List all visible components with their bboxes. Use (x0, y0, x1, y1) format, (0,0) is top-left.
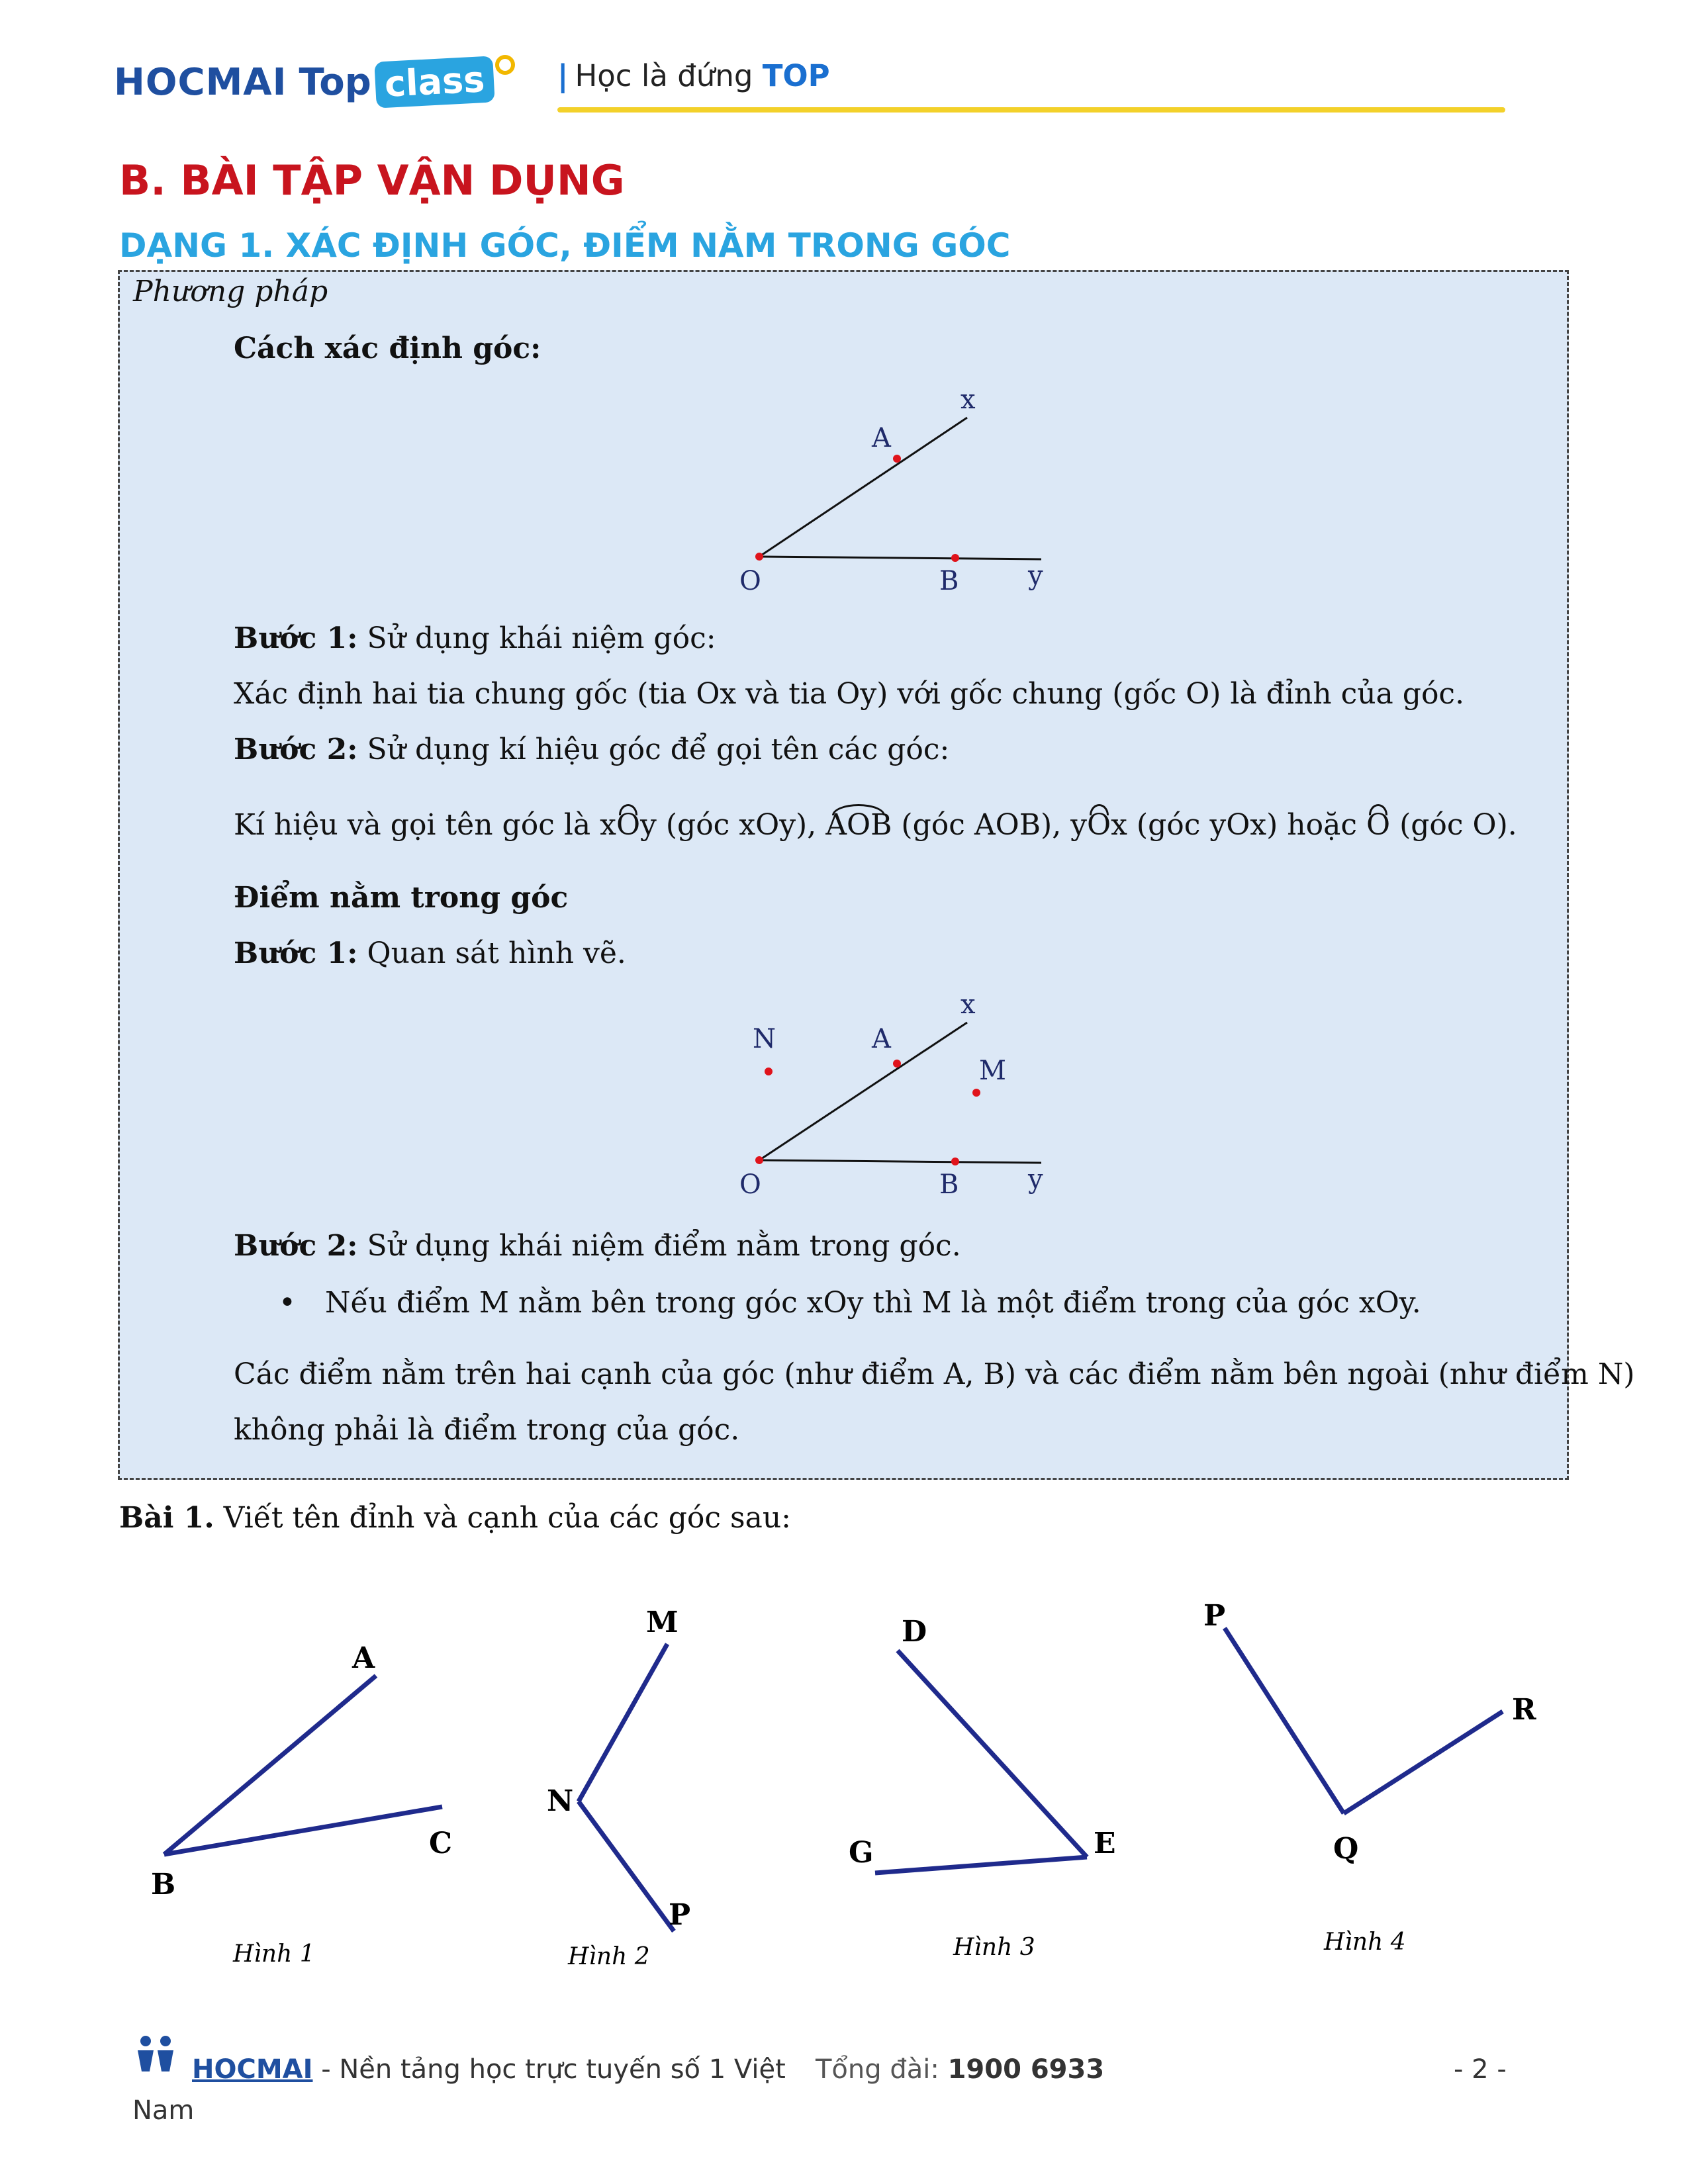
hinh4-caption: Hình 4 (1324, 1929, 1406, 1956)
angle-figure-2 (739, 989, 1043, 1200)
ray-eg (875, 1857, 1087, 1873)
bullet-point (279, 1286, 1421, 1321)
step2-label: Bước 2: (234, 733, 358, 766)
exercise-label: Bài 1. (119, 1501, 214, 1535)
hocmai-topclass-logo (114, 56, 515, 109)
hinh1-label-b: B (151, 1868, 176, 1901)
hinh2-label-p: P (669, 1898, 691, 1932)
step1-detail: Xác định hai tia chung gốc (tia Ox và tia Oy) với gốc chung (gốc O) là đỉnh của góc. (234, 677, 1465, 711)
hinh2-label-n: N (547, 1784, 574, 1818)
hinh4-label-r: R (1512, 1693, 1536, 1727)
figure-hinh-2 (547, 1606, 690, 1970)
tagline-text: Học là đứng (575, 58, 753, 93)
label-x-2: x (961, 989, 976, 1020)
heading-diem-nam-trong-goc: Điểm nằm trong góc (234, 881, 569, 915)
hinh4-label-p: P (1203, 1599, 1226, 1633)
exercise-figures (0, 1575, 1688, 1985)
para-line-2: không phải là điểm trong của góc. (234, 1413, 740, 1447)
label-o-1: O (739, 566, 761, 596)
step1-text: Sử dụng khái niệm góc: (367, 621, 716, 655)
figure-hinh-1 (151, 1641, 452, 1968)
header-divider (557, 107, 1505, 113)
label-a-2: A (872, 1024, 891, 1054)
footer-text-cont: Nam (132, 2095, 195, 2126)
hinh1-caption: Hình 1 (233, 1940, 315, 1968)
page-number: - 2 - (1454, 2054, 1507, 2085)
notation-aob: AOB (825, 808, 892, 842)
hotline-number: 1900 6933 (947, 2054, 1105, 2085)
section-title: B. BÀI TẬP VẬN DỤNG (119, 156, 625, 205)
label-y-2: y (1028, 1164, 1043, 1195)
header-tagline (557, 58, 830, 93)
step1-line (234, 621, 716, 657)
step3-text: Quan sát hình vẽ. (367, 936, 626, 970)
label-b-2: B (939, 1169, 959, 1200)
step3-line (234, 936, 626, 972)
ray-bc (164, 1807, 442, 1854)
notation-mid: (góc AOB), y (901, 808, 1088, 842)
step1-label: Bước 1: (234, 621, 358, 655)
angle-figure-1 (739, 385, 1043, 596)
step2-line (234, 733, 949, 768)
notation-prefix: Kí hiệu và gọi tên góc là x (234, 808, 616, 842)
notation-o2: O (1087, 808, 1111, 842)
ray-ba (164, 1676, 376, 1854)
point-n (765, 1068, 773, 1075)
hocmai-footer-icon (132, 2032, 179, 2078)
footer-brand-link[interactable]: HOCMAI (192, 2054, 313, 2085)
label-a-1: A (872, 423, 891, 453)
notation-y1: y (góc xOy), (640, 808, 817, 842)
ray-ox-2 (759, 1023, 967, 1160)
hinh2-label-m: M (646, 1606, 679, 1639)
label-n: N (753, 1024, 776, 1054)
exercise-line (119, 1501, 791, 1536)
heading-cach-xac-dinh-goc: Cách xác định góc: (234, 332, 541, 365)
step4-text: Sử dụng khái niệm điểm nằm trong góc. (367, 1229, 961, 1263)
label-x-1: x (961, 385, 976, 415)
point-b-2 (951, 1158, 959, 1165)
point-o-1 (755, 553, 763, 561)
exercise-text: Viết tên đỉnh và cạnh của các góc sau: (223, 1501, 792, 1535)
ray-nm (579, 1644, 667, 1801)
notation-line (234, 808, 1517, 843)
ray-oy-2 (759, 1160, 1041, 1163)
ray-ox-1 (759, 418, 967, 557)
method-box (118, 270, 1635, 1480)
point-a-2 (893, 1060, 901, 1068)
notation-x2: x (góc yOx) hoặc (1111, 808, 1357, 842)
logo-top-text: Top (299, 60, 371, 104)
notation-end: (góc O). (1399, 808, 1517, 842)
point-a-1 (893, 455, 901, 463)
hotline-label: Tổng đài: (816, 2054, 939, 2085)
label-m: M (979, 1056, 1006, 1086)
hinh3-label-e: E (1094, 1827, 1116, 1860)
tagline-top: TOP (762, 58, 830, 93)
notation-o1: O (616, 808, 641, 842)
hinh3-label-d: D (902, 1615, 927, 1649)
figure-hinh-3 (849, 1615, 1116, 1961)
label-b-1: B (939, 566, 959, 596)
label-o-2: O (739, 1169, 761, 1200)
hinh1-label-a: A (352, 1641, 375, 1675)
dang-heading: DẠNG 1. XÁC ĐỊNH GÓC, ĐIỂM NẰM TRONG GÓC (119, 226, 1011, 265)
step3-label: Bước 1: (234, 936, 358, 970)
footer-tagline: - Nền tảng học trực tuyến số 1 Việt (321, 2054, 786, 2085)
ray-oy-1 (759, 557, 1041, 559)
step4-line (234, 1229, 961, 1264)
point-b-1 (951, 554, 959, 562)
point-o-2 (755, 1156, 763, 1164)
method-label: Phương pháp (133, 275, 328, 308)
figure-hinh-4 (1203, 1599, 1536, 1956)
ray-qp (1225, 1628, 1344, 1813)
logo-class-badge: class (374, 56, 495, 108)
hinh2-caption: Hình 2 (568, 1943, 650, 1970)
hinh4-label-q: Q (1333, 1832, 1359, 1866)
step2-text: Sử dụng kí hiệu góc để gọi tên các góc: (367, 733, 950, 766)
tagline-bar: | (557, 58, 569, 93)
hinh3-caption: Hình 3 (953, 1934, 1035, 1961)
hinh3-label-g: G (849, 1836, 874, 1870)
bullet-symbol: • (279, 1286, 296, 1320)
ray-qr (1344, 1711, 1503, 1813)
para-line-1: Các điểm nằm trên hai cạnh của góc (như điểm A, B) và các điểm nằm bên ngoài (như điểm N) (234, 1357, 1635, 1391)
notation-o3: O (1366, 808, 1391, 842)
ray-np (579, 1801, 674, 1931)
hinh1-label-c: C (429, 1827, 453, 1860)
step4-label: Bước 2: (234, 1229, 358, 1263)
label-y-1: y (1028, 561, 1043, 591)
bullet-text: Nếu điểm M nằm bên trong góc xOy thì M là một điểm trong của góc xOy. (324, 1286, 1421, 1320)
footer-hotline (816, 2054, 1104, 2085)
ray-ed (898, 1651, 1087, 1857)
footer-text (192, 2054, 786, 2085)
point-m (972, 1089, 980, 1097)
logo-hocmai-text: HOCMAI (114, 60, 287, 104)
sun-icon (495, 55, 515, 75)
